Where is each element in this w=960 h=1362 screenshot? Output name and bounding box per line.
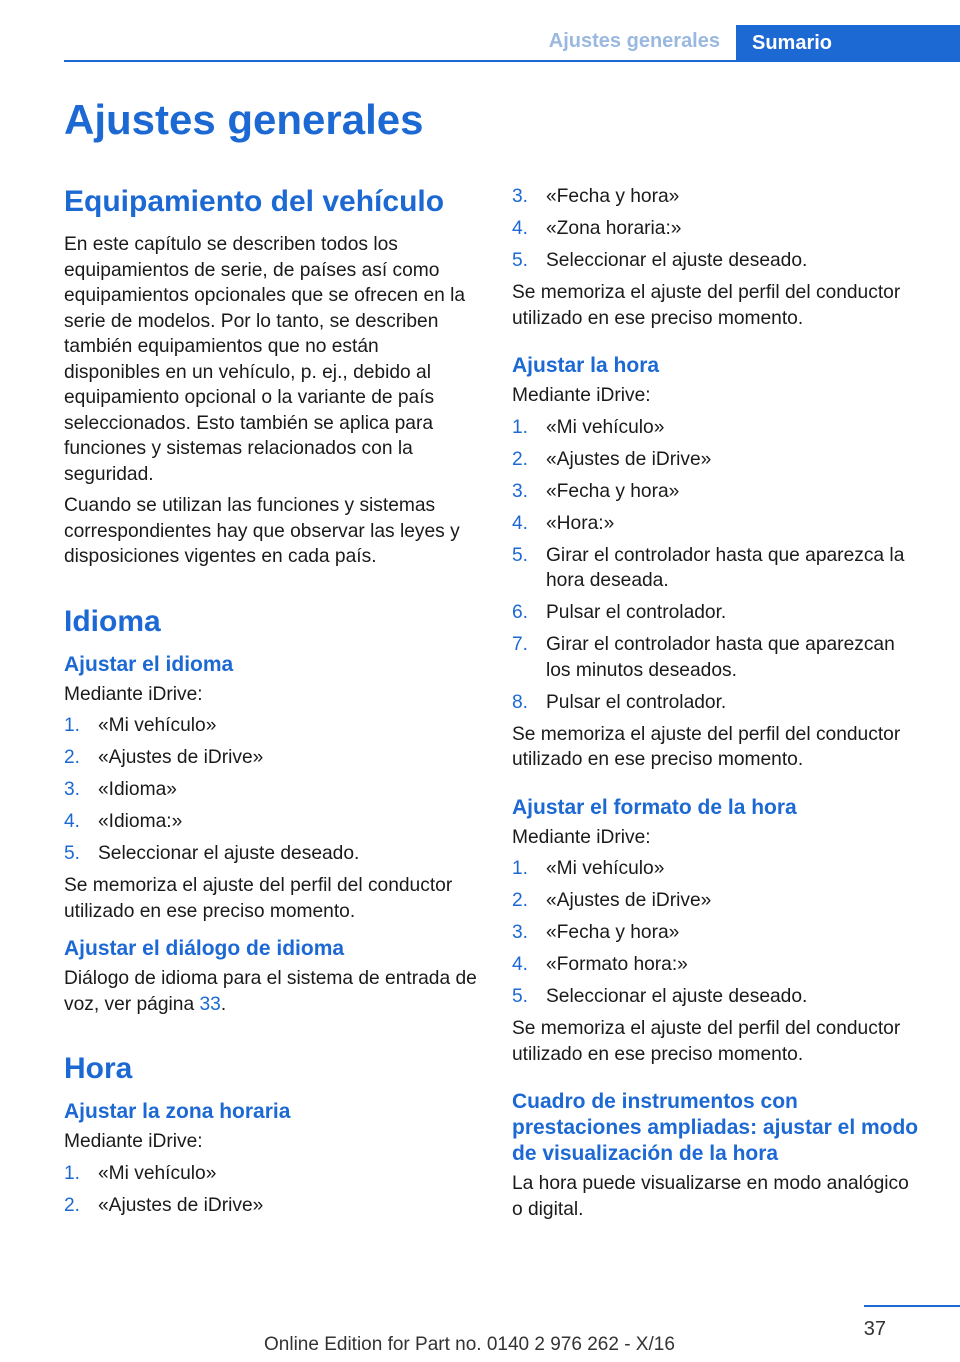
paragraph-memoriza-formato: Se memoriza el ajuste del perfil del conductor utilizado en ese preciso momento. (512, 1018, 901, 1065)
list-item (64, 1161, 480, 1187)
list-item-number: 1. (64, 1162, 81, 1184)
list-item-number: 4. (512, 954, 529, 975)
list-item-text: «Ajustes de iDrive» (98, 747, 264, 768)
list-hora-steps (512, 415, 922, 716)
list-item-text: «Mi vehículo» (98, 715, 217, 736)
list-item-text: «Zona horaria:» (546, 218, 682, 239)
footer-edition: Online Edition for Part no. 0140 2 976 262 - X/16 (264, 1334, 675, 1355)
list-item (64, 713, 480, 739)
list-item-text: Seleccionar el ajuste deseado. (546, 250, 808, 271)
list-item-text: «Ajustes de iDrive» (98, 1194, 264, 1216)
list-item (512, 184, 922, 210)
paragraph-memoriza-zona: Se memoriza el ajuste del perfil del conductor utilizado en ese preciso momento. (512, 282, 901, 329)
list-item-text: «Fecha y hora» (546, 186, 680, 207)
paragraph-equipamiento-1: En este capítulo se describen todos los equipamientos de serie, de países así como equipamientos opcionales que se ofrecen en la serie de modelos. Por lo tanto, se describen también equipamientos que no están disponibles en un vehículo, p. ej., debido al equipamiento opcional o la variante de país seleccionados. Esto también se aplica para funciones y sistemas relacionados con la seguridad. (64, 234, 466, 485)
list-item-number: 1. (64, 715, 81, 736)
footer-rule (864, 1305, 960, 1307)
list-item (512, 600, 922, 626)
list-item (512, 690, 922, 716)
list-item (512, 511, 922, 537)
list-item-number: 3. (512, 922, 529, 943)
list-item-number: 4. (512, 218, 529, 239)
heading-dialogo-idioma: Ajustar el diálogo de idioma (64, 937, 345, 960)
list-item (64, 1193, 480, 1219)
paragraph-memoriza-hora: Se memoriza el ajuste del perfil del conductor utilizado en ese preciso momento. (512, 723, 901, 770)
list-zona-steps-cont (512, 184, 922, 274)
list-zona-steps (64, 1161, 480, 1219)
list-item-text: «Ajustes de iDrive» (546, 448, 712, 470)
list-item-text: «Mi vehículo» (98, 1162, 217, 1184)
list-item-text: «Ajustes de iDrive» (546, 890, 712, 911)
list-item-text: Girar el controlador hasta que aparezca la hora deseada. (546, 544, 905, 591)
list-item-number: 1. (512, 858, 529, 879)
list-item (512, 447, 922, 473)
heading-hora: Hora (64, 1052, 133, 1085)
list-item-text: Pulsar el controlador. (546, 602, 727, 623)
list-item (64, 777, 480, 803)
list-item-text: «Fecha y hora» (546, 480, 680, 502)
list-item-text: «Mi vehículo» (546, 858, 665, 879)
heading-ajustar-hora: Ajustar la hora (512, 354, 660, 377)
heading-formato-hora: Ajustar el formato de la hora (512, 795, 797, 819)
list-item (512, 248, 922, 274)
dialogo-end: . (220, 993, 227, 1015)
list-item (512, 856, 922, 882)
list-formato-steps (512, 856, 922, 1010)
list-item-number: 5. (512, 986, 529, 1007)
heading-ajustar-idioma: Ajustar el idioma (64, 652, 234, 676)
page-number: 37 (863, 1318, 886, 1340)
list-item-text: «Hora:» (546, 512, 615, 534)
paragraph-zona-mediante: Mediante iDrive: (64, 1131, 203, 1152)
list-item (512, 984, 922, 1010)
paragraph-mediante-idrive: Mediante iDrive: (64, 683, 203, 705)
header-section-title: Ajustes generales (548, 30, 720, 52)
list-item-text: «Fecha y hora» (546, 922, 680, 943)
list-item-number: 1. (512, 416, 529, 438)
page-link-33[interactable]: 33 (199, 993, 221, 1015)
list-item-text: «Mi vehículo» (546, 416, 665, 438)
heading-cuadro-instrumentos: Cuadro de instrumentos con prestaciones ampliadas: ajustar el modo de visualización de la hora (512, 1090, 919, 1165)
left-column (64, 184, 480, 1225)
list-item (512, 216, 922, 242)
right-column (512, 184, 922, 1228)
list-item (512, 632, 922, 683)
heading-idioma: Idioma (64, 604, 161, 638)
list-item-number: 3. (64, 779, 81, 800)
list-item (64, 745, 480, 771)
list-item-text: Girar el controlador hasta que aparezcan los minutos deseados. (546, 634, 895, 681)
heading-zona-horaria: Ajustar la zona horaria (64, 1100, 291, 1123)
paragraph-memoriza: Se memoriza el ajuste del perfil del conductor utilizado en ese preciso momento. (64, 875, 453, 922)
list-item-number: 6. (512, 602, 529, 623)
list-item (512, 479, 922, 505)
list-item-number: 5. (512, 250, 529, 271)
list-item-number: 3. (512, 480, 529, 502)
list-item-text: «Idioma:» (98, 811, 183, 832)
list-item-number: 4. (64, 811, 81, 832)
list-item (512, 543, 922, 594)
paragraph-cuadro: La hora puede visualizarse en modo analógico o digital. (512, 1173, 909, 1220)
paragraph-equipamiento-2: Cuando se utilizan las funciones y sistemas correspondientes hay que observar las leyes y disposiciones vigentes en cada país. (64, 495, 460, 567)
list-item-text: «Idioma» (98, 779, 177, 800)
list-item-number: 2. (64, 1194, 81, 1216)
list-item (512, 920, 922, 946)
list-item-text: Seleccionar el ajuste deseado. (98, 843, 360, 864)
list-item-number: 3. (512, 186, 529, 207)
list-item-text: «Formato hora:» (546, 954, 688, 975)
list-item-number: 4. (512, 512, 529, 534)
list-idioma-steps (64, 713, 480, 867)
paragraph-dialogo (64, 966, 480, 1017)
dialogo-text: Diálogo de idioma para el sistema de entrada de voz, ver página (64, 968, 477, 1015)
list-item-text: Pulsar el controlador. (546, 691, 727, 713)
list-item (512, 952, 922, 978)
list-item (64, 841, 480, 867)
list-item (64, 809, 480, 835)
list-item (512, 888, 922, 914)
list-item-text: Seleccionar el ajuste deseado. (546, 986, 808, 1007)
list-item (512, 415, 922, 441)
heading-equipamiento: Equipamiento del vehículo (64, 185, 445, 218)
paragraph-hora-mediante: Mediante iDrive: (512, 385, 651, 406)
list-item-number: 2. (512, 448, 529, 470)
list-item-number: 2. (512, 890, 529, 911)
list-item-number: 2. (64, 747, 81, 768)
list-item-number: 5. (64, 843, 81, 864)
paragraph-formato-mediante: Mediante iDrive: (512, 826, 651, 848)
list-item-number: 5. (512, 544, 529, 566)
list-item-number: 8. (512, 691, 529, 713)
chapter-title: Ajustes generales (64, 96, 424, 143)
header-tab-sumario[interactable]: Sumario (736, 25, 960, 62)
list-item-number: 7. (512, 634, 529, 655)
